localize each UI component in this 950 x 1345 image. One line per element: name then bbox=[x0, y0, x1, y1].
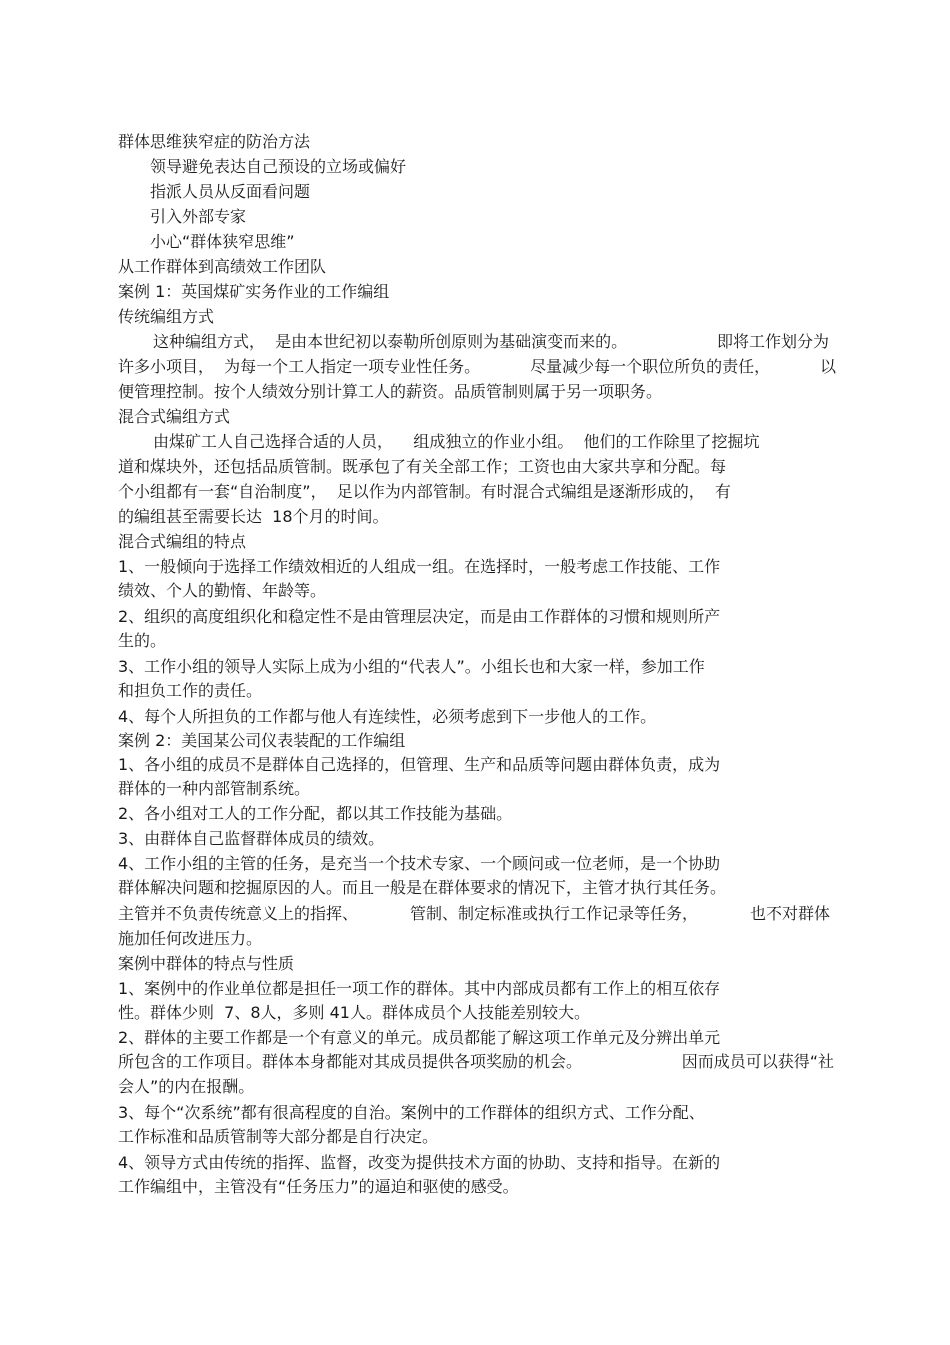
list-item: 2、各小组对工人的工作分配，都以其工作技能为基础。 bbox=[118, 804, 513, 823]
list-item-continued: 绩效、个人的勤惰、年龄等。 bbox=[118, 581, 327, 600]
heading-group-characteristics: 案例中群体的特点与性质 bbox=[118, 954, 295, 973]
list-item: 领导避免表达自己预设的立场或偏好 bbox=[150, 157, 407, 176]
paragraph-line: 个小组都有一套“自治制度”， 足以作为内部管制。有时混合式编组是逐渐形成的， 有 bbox=[118, 482, 731, 501]
heading-groupthink-prevention: 群体思维狭窄症的防治方法 bbox=[118, 132, 311, 151]
paragraph-line bbox=[153, 330, 829, 354]
heading-case-1: 案例 1：英国煤矿实务作业的工作编组 bbox=[118, 282, 390, 301]
list-item-continued: 工作标准和品质管制等大部分都是自行决定。 bbox=[118, 1127, 439, 1146]
heading-case-2: 案例 2：美国某公司仪表装配的工作编组 bbox=[118, 731, 406, 750]
list-item: 2、组织的高度组织化和稳定性不是由管理层决定，而是由工作群体的习惯和规则所产 bbox=[118, 607, 721, 626]
list-item: 3、工作小组的领导人实际上成为小组的“代表人”。小组长也和大家一样，参加工作 bbox=[118, 657, 705, 676]
list-item-continued: 群体解决问题和挖掘原因的人。而且一般是在群体要求的情况下，主管才执行其任务。 bbox=[118, 878, 727, 897]
paragraph-line: 便管理控制。按个人绩效分别计算工人的薪资。品质管制则属于另一项职务。 bbox=[118, 382, 663, 401]
paragraph-line bbox=[118, 1050, 834, 1074]
text-segment: 所包含的工作项目。群体本身都能对其成员提供各项奖励的机会。 bbox=[118, 1052, 583, 1071]
paragraph-line: 道和煤块外，还包括品质管制。既承包了有关全部工作；工资也由大家共享和分配。每 bbox=[118, 457, 727, 476]
list-item: 1、案例中的作业单位都是担任一项工作的群体。其中内部成员都有工作上的相互依存 bbox=[118, 979, 721, 998]
list-item: 指派人员从反面看问题 bbox=[150, 182, 311, 201]
text-segment: 管制、制定标准或执行工作记录等任务， bbox=[409, 904, 698, 923]
list-item-continued: 性。群体少则 7、8人，多则 41人。群体成员个人技能差别较大。 bbox=[118, 1003, 590, 1022]
heading-traditional-grouping: 传统编组方式 bbox=[118, 307, 215, 326]
list-item-continued: 生的。 bbox=[118, 631, 167, 650]
heading-high-performance-team: 从工作群体到高绩效工作团队 bbox=[118, 257, 327, 276]
heading-mixed-features: 混合式编组的特点 bbox=[118, 532, 247, 551]
list-item: 2、群体的主要工作都是一个有意义的单元。成员都能了解这项工作单元及分辨出单元 bbox=[118, 1028, 721, 1047]
text-segment: 也不对群体 bbox=[749, 904, 830, 923]
list-item: 4、工作小组的主管的任务，是充当一个技术专家、一个顾问或一位老师，是一个协助 bbox=[118, 854, 721, 873]
list-item: 1、一般倾向于选择工作绩效相近的人组成一组。在选择时，一般考虑工作技能、工作 bbox=[118, 557, 721, 576]
paragraph-line bbox=[118, 355, 836, 379]
text-segment: 以 bbox=[819, 357, 836, 376]
list-item-continued: 会人”的内在报酬。 bbox=[118, 1077, 255, 1096]
paragraph-line: 由煤矿工人自己选择合适的人员， 组成独立的作业小组。 他们的工作除里了挖掘坑 bbox=[153, 432, 760, 451]
list-item-continued: 群体的一种内部管制系统。 bbox=[118, 779, 311, 798]
text-segment: 许多小项目， 为每一个工人指定一项专业性任务。 bbox=[118, 357, 481, 376]
list-item: 3、每个“次系统”都有很高程度的自治。案例中的工作群体的组织方式、工作分配、 bbox=[118, 1103, 705, 1122]
list-item-continued: 工作编组中，主管没有“任务压力”的逼迫和驱使的感受。 bbox=[118, 1177, 519, 1196]
text-segment: 主管并不负责传统意义上的指挥、 bbox=[118, 904, 359, 923]
heading-mixed-grouping: 混合式编组方式 bbox=[118, 407, 231, 426]
paragraph-line: 施加任何改进压力。 bbox=[118, 929, 263, 948]
text-segment: 即将工作划分为 bbox=[716, 332, 829, 351]
list-item: 小心“群体狭窄思维” bbox=[150, 232, 295, 251]
list-item: 引入外部专家 bbox=[150, 207, 247, 226]
text-segment: 这种编组方式， 是由本世纪初以泰勒所创原则为基础演变而来的。 bbox=[153, 332, 628, 351]
paragraph-line bbox=[118, 902, 830, 926]
list-item: 4、领导方式由传统的指挥、监督，改变为提供技术方面的协助、支持和指导。在新的 bbox=[118, 1153, 721, 1172]
list-item: 3、由群体自己监督群体成员的绩效。 bbox=[118, 829, 385, 848]
list-item-continued: 和担负工作的责任。 bbox=[118, 681, 263, 700]
text-segment: 尽量减少每一个职位所负的责任， bbox=[530, 357, 771, 376]
list-item: 1、各小组的成员不是群体自己选择的，但管理、生产和品质等问题由群体负责，成为 bbox=[118, 755, 721, 774]
list-item: 4、每个人所担负的工作都与他人有连续性，必须考虑到下一步他人的工作。 bbox=[118, 707, 657, 726]
paragraph-line: 的编组甚至需要长达 18个月的时间。 bbox=[118, 507, 389, 526]
text-segment: 因而成员可以获得“社 bbox=[681, 1052, 834, 1071]
